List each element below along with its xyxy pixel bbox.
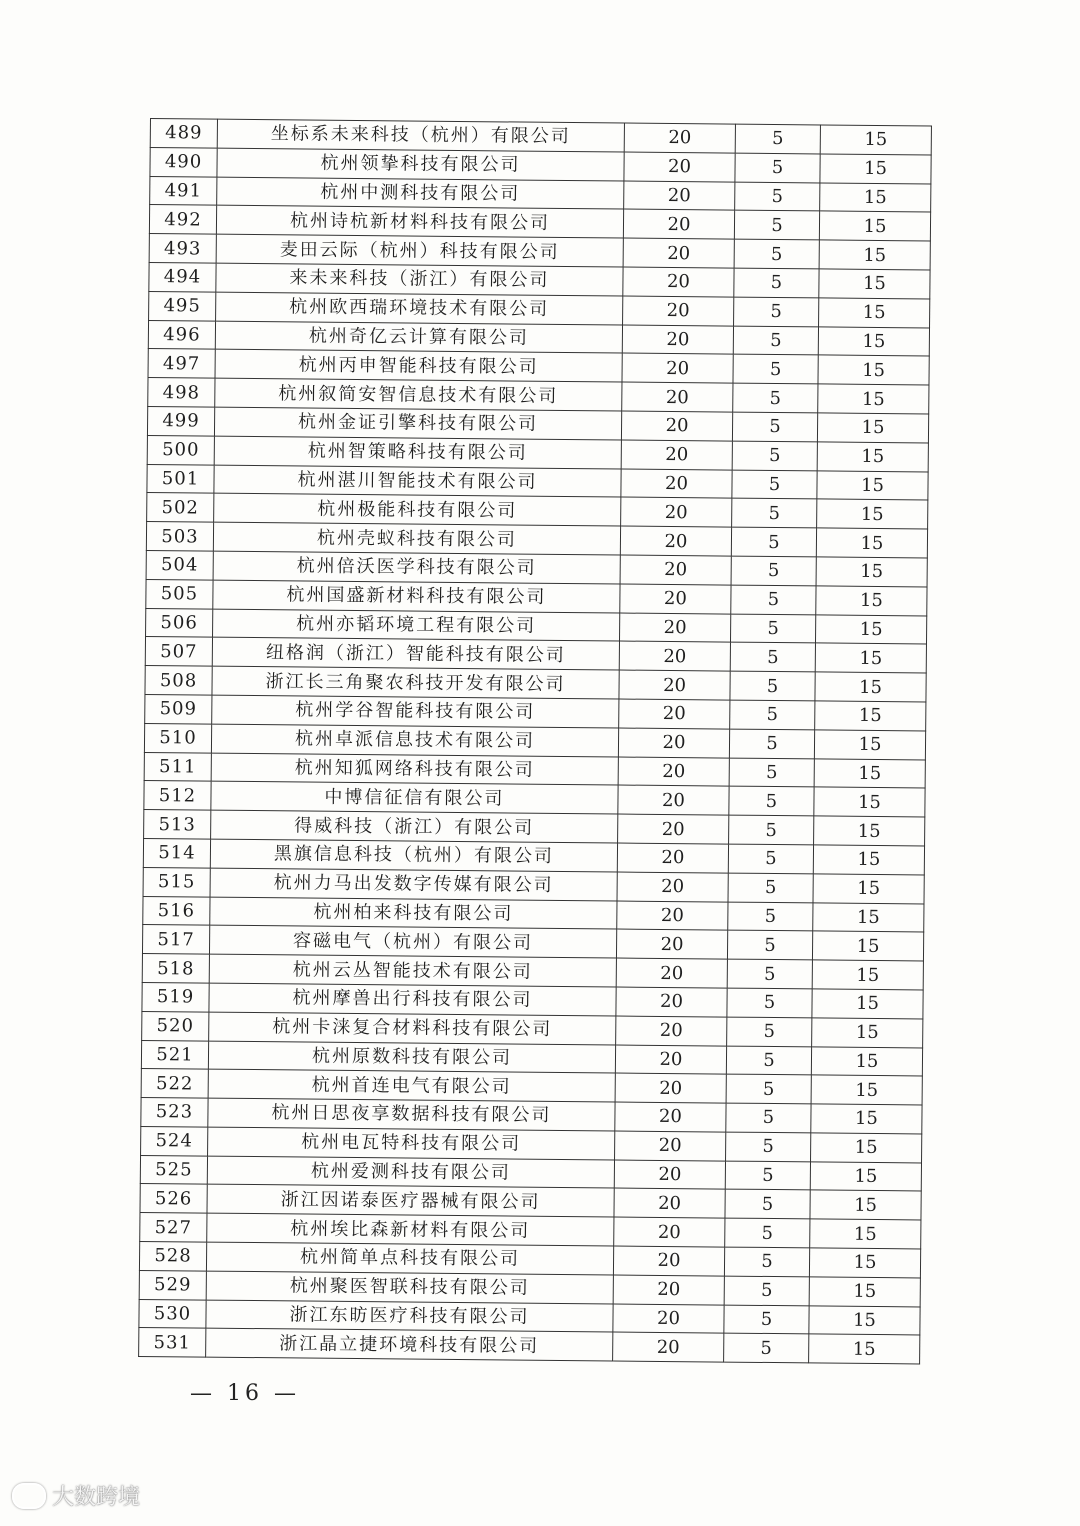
value-a-cell: 20: [614, 1217, 725, 1247]
row-number-cell: 510: [144, 723, 211, 752]
value-c-cell: 15: [819, 211, 930, 241]
value-a-cell: 20: [615, 1045, 726, 1075]
row-number-cell: 491: [150, 176, 217, 205]
value-c-cell: 15: [815, 672, 926, 702]
value-b-cell: 5: [731, 556, 816, 586]
value-a-cell: 20: [613, 1332, 724, 1362]
value-a-cell: 20: [620, 555, 731, 585]
value-a-cell: 20: [621, 497, 732, 527]
company-name-cell: 杭州知狐网络科技有限公司: [211, 753, 618, 786]
value-c-cell: 15: [816, 528, 927, 558]
row-number-cell: 497: [148, 349, 215, 378]
company-name-cell: 杭州卡涞复合材料科技有限公司: [209, 1012, 616, 1045]
row-number-cell: 526: [140, 1184, 207, 1213]
value-c-cell: 15: [815, 614, 926, 644]
company-name-cell: 浙江晶立捷环境科技有限公司: [206, 1329, 613, 1362]
value-b-cell: 5: [733, 326, 818, 356]
value-c-cell: 15: [814, 730, 925, 760]
value-b-cell: 5: [727, 959, 812, 989]
value-a-cell: 20: [620, 526, 731, 556]
company-name-cell: 杭州智策略科技有限公司: [214, 436, 621, 469]
value-c-cell: 15: [811, 1046, 922, 1076]
row-number-cell: 530: [139, 1299, 206, 1328]
company-name-cell: 杭州亦韬环境工程有限公司: [213, 609, 620, 642]
value-b-cell: 5: [733, 383, 818, 413]
company-name-cell: 杭州首连电气有限公司: [208, 1069, 615, 1102]
row-number-cell: 518: [142, 954, 209, 983]
row-number-cell: 495: [149, 291, 216, 320]
row-number-cell: 507: [145, 637, 212, 666]
value-a-cell: 20: [623, 238, 734, 268]
row-number-cell: 504: [146, 550, 213, 579]
value-a-cell: 20: [624, 123, 735, 153]
company-name-cell: 浙江东昉医疗科技有限公司: [206, 1300, 613, 1333]
value-b-cell: 5: [735, 153, 820, 183]
value-b-cell: 5: [726, 1103, 811, 1133]
company-name-cell: 杭州日思夜享数据科技有限公司: [208, 1098, 615, 1131]
watermark: [12, 1480, 140, 1511]
value-a-cell: 20: [623, 296, 734, 326]
value-b-cell: 5: [726, 1046, 811, 1076]
row-number-cell: 531: [139, 1328, 206, 1357]
value-a-cell: 20: [613, 1304, 724, 1334]
row-number-cell: 524: [141, 1126, 208, 1155]
value-b-cell: 5: [732, 412, 817, 442]
value-a-cell: 20: [614, 1160, 725, 1190]
value-c-cell: 15: [814, 758, 925, 788]
row-number-cell: 516: [143, 896, 210, 925]
value-a-cell: 20: [616, 958, 727, 988]
value-b-cell: 5: [724, 1276, 809, 1306]
value-c-cell: 15: [817, 470, 928, 500]
value-c-cell: 15: [816, 557, 927, 587]
value-c-cell: 15: [817, 442, 928, 472]
value-c-cell: 15: [819, 240, 930, 270]
value-a-cell: 20: [615, 1131, 726, 1161]
company-name-cell: 杭州学谷智能科技有限公司: [212, 695, 619, 728]
value-b-cell: 5: [735, 182, 820, 212]
row-number-cell: 522: [141, 1069, 208, 1098]
value-b-cell: 5: [734, 239, 819, 269]
row-number-cell: 513: [144, 810, 211, 839]
value-c-cell: 15: [814, 787, 925, 817]
value-b-cell: 5: [730, 614, 815, 644]
value-b-cell: 5: [725, 1161, 810, 1191]
company-name-cell: 杭州聚医智联科技有限公司: [206, 1271, 613, 1304]
value-c-cell: 15: [818, 327, 929, 357]
company-name-cell: 浙江因诺泰医疗器械有限公司: [207, 1185, 614, 1218]
value-a-cell: 20: [616, 1016, 727, 1046]
row-number-cell: 520: [142, 1011, 209, 1040]
value-a-cell: 20: [621, 411, 732, 441]
company-name-cell: 杭州云丛智能技术有限公司: [209, 954, 616, 987]
row-number-cell: 509: [145, 694, 212, 723]
value-b-cell: 5: [732, 470, 817, 500]
row-number-cell: 496: [148, 320, 215, 349]
value-b-cell: 5: [729, 786, 814, 816]
row-number-cell: 490: [150, 147, 217, 176]
table-row: [139, 1328, 920, 1364]
company-table-body: [139, 119, 932, 1365]
value-b-cell: 5: [727, 1017, 812, 1047]
value-b-cell: 5: [729, 729, 814, 759]
company-name-cell: 杭州简单点科技有限公司: [206, 1242, 613, 1275]
value-a-cell: 20: [617, 843, 728, 873]
value-c-cell: 15: [815, 643, 926, 673]
row-number-cell: 519: [142, 982, 209, 1011]
value-c-cell: 15: [815, 701, 926, 731]
value-b-cell: 5: [729, 815, 814, 845]
value-c-cell: 15: [811, 1104, 922, 1134]
value-b-cell: 5: [729, 758, 814, 788]
value-c-cell: 15: [820, 125, 931, 155]
value-a-cell: 20: [617, 901, 728, 931]
value-c-cell: 15: [812, 931, 923, 961]
row-number-cell: 528: [139, 1242, 206, 1271]
value-c-cell: 15: [813, 902, 924, 932]
value-c-cell: 15: [817, 499, 928, 529]
value-b-cell: 5: [726, 1132, 811, 1162]
value-b-cell: 5: [728, 902, 813, 932]
value-c-cell: 15: [809, 1306, 920, 1336]
value-c-cell: 15: [811, 1133, 922, 1163]
value-b-cell: 5: [728, 873, 813, 903]
value-a-cell: 20: [621, 469, 732, 499]
row-number-cell: 505: [146, 579, 213, 608]
value-c-cell: 15: [812, 989, 923, 1019]
value-c-cell: 15: [820, 183, 931, 213]
value-a-cell: 20: [624, 152, 735, 182]
company-name-cell: 杭州柏来科技有限公司: [210, 897, 617, 930]
row-number-cell: 508: [145, 666, 212, 695]
company-name-cell: 容磁电气（杭州）有限公司: [209, 925, 616, 958]
company-name-cell: 杭州叙简安智信息技术有限公司: [215, 378, 622, 411]
value-b-cell: 5: [730, 700, 815, 730]
value-b-cell: 5: [727, 988, 812, 1018]
value-a-cell: 20: [616, 929, 727, 959]
company-name-cell: 杭州壳蚁科技有限公司: [213, 522, 620, 555]
value-a-cell: 20: [619, 699, 730, 729]
value-b-cell: 5: [726, 1074, 811, 1104]
company-name-cell: 浙江长三角聚农科技开发有限公司: [212, 666, 619, 699]
value-b-cell: 5: [731, 585, 816, 615]
row-number-cell: 506: [146, 608, 213, 637]
company-name-cell: 纽格润（浙江）智能科技有限公司: [212, 637, 619, 670]
value-c-cell: 15: [813, 845, 924, 875]
row-number-cell: 494: [149, 262, 216, 291]
watermark-text: 大数跨境: [52, 1485, 141, 1510]
value-c-cell: 15: [819, 269, 930, 299]
value-c-cell: 15: [814, 816, 925, 846]
value-c-cell: 15: [818, 384, 929, 414]
company-name-cell: 杭州奇亿云计算有限公司: [215, 321, 622, 354]
row-number-cell: 517: [142, 925, 209, 954]
value-c-cell: 15: [810, 1190, 921, 1220]
row-number-cell: 489: [150, 119, 217, 148]
row-number-cell: 527: [140, 1213, 207, 1242]
value-a-cell: 20: [615, 1102, 726, 1132]
value-b-cell: 5: [732, 441, 817, 471]
value-c-cell: 15: [809, 1248, 920, 1278]
value-a-cell: 20: [623, 209, 734, 239]
company-name-cell: 杭州埃比森新材料有限公司: [207, 1213, 614, 1246]
value-b-cell: 5: [730, 671, 815, 701]
value-c-cell: 15: [817, 413, 928, 443]
company-name-cell: 杭州丙申智能科技有限公司: [215, 350, 622, 383]
row-number-cell: 500: [147, 435, 214, 464]
value-c-cell: 15: [809, 1334, 920, 1364]
value-b-cell: 5: [733, 354, 818, 384]
row-number-cell: 501: [147, 464, 214, 493]
company-name-cell: 得威科技（浙江）有限公司: [211, 810, 618, 843]
row-number-cell: 512: [144, 781, 211, 810]
company-name-cell: 杭州力马出发数字传媒有限公司: [210, 868, 617, 901]
value-b-cell: 5: [724, 1247, 809, 1277]
value-b-cell: 5: [727, 930, 812, 960]
company-name-cell: 坐标系未来科技（杭州）有限公司: [217, 119, 624, 152]
value-b-cell: 5: [731, 527, 816, 557]
company-table: [138, 118, 932, 1365]
row-number-cell: 521: [141, 1040, 208, 1069]
value-a-cell: 20: [618, 785, 729, 815]
row-number-cell: 529: [139, 1270, 206, 1299]
value-a-cell: 20: [621, 440, 732, 470]
value-c-cell: 15: [810, 1219, 921, 1249]
value-a-cell: 20: [619, 670, 730, 700]
company-name-cell: 杭州金证引擎科技有限公司: [214, 407, 621, 440]
company-name-cell: 杭州领挚科技有限公司: [217, 148, 624, 181]
value-c-cell: 15: [812, 1018, 923, 1048]
value-b-cell: 5: [734, 297, 819, 327]
value-a-cell: 20: [613, 1275, 724, 1305]
value-a-cell: 20: [618, 814, 729, 844]
value-a-cell: 20: [623, 267, 734, 297]
value-a-cell: 20: [624, 181, 735, 211]
value-c-cell: 15: [810, 1162, 921, 1192]
company-name-cell: 来未来科技（浙江）有限公司: [216, 263, 623, 296]
company-name-cell: 杭州卓派信息技术有限公司: [211, 724, 618, 757]
value-a-cell: 20: [617, 872, 728, 902]
value-a-cell: 20: [619, 641, 730, 671]
value-b-cell: 5: [732, 498, 817, 528]
value-c-cell: 15: [818, 355, 929, 385]
row-number-cell: 492: [149, 205, 216, 234]
company-name-cell: 杭州原数科技有限公司: [208, 1041, 615, 1074]
value-a-cell: 20: [616, 987, 727, 1017]
value-b-cell: 5: [725, 1190, 810, 1220]
value-a-cell: 20: [615, 1073, 726, 1103]
company-table-wrapper: [138, 118, 932, 1365]
value-b-cell: 5: [730, 642, 815, 672]
row-number-cell: 502: [147, 493, 214, 522]
value-b-cell: 5: [724, 1334, 809, 1364]
value-c-cell: 15: [812, 960, 923, 990]
row-number-cell: 511: [144, 752, 211, 781]
value-b-cell: 5: [728, 844, 813, 874]
value-c-cell: 15: [813, 874, 924, 904]
value-c-cell: 15: [809, 1277, 920, 1307]
company-name-cell: 杭州极能科技有限公司: [214, 493, 621, 526]
value-b-cell: 5: [725, 1218, 810, 1248]
company-name-cell: 杭州诗杭新材料科技有限公司: [216, 206, 623, 239]
company-name-cell: 麦田云际（杭州）科技有限公司: [216, 234, 623, 267]
value-b-cell: 5: [735, 124, 820, 154]
company-name-cell: 杭州电瓦特科技有限公司: [208, 1127, 615, 1160]
row-number-cell: 503: [146, 522, 213, 551]
value-c-cell: 15: [811, 1075, 922, 1105]
company-name-cell: 黑旗信息科技（杭州）有限公司: [210, 839, 617, 872]
value-a-cell: 20: [618, 728, 729, 758]
company-name-cell: 杭州倍沃医学科技有限公司: [213, 551, 620, 584]
row-number-cell: 523: [141, 1098, 208, 1127]
company-name-cell: 杭州湛川智能技术有限公司: [214, 465, 621, 498]
company-name-cell: 中博信征信有限公司: [211, 781, 618, 814]
company-name-cell: 杭州国盛新材料科技有限公司: [213, 580, 620, 613]
row-number-cell: 515: [143, 867, 210, 896]
company-name-cell: 杭州爱测科技有限公司: [207, 1156, 614, 1189]
row-number-cell: 493: [149, 234, 216, 263]
value-a-cell: 20: [620, 584, 731, 614]
watermark-logo-icon: [12, 1483, 46, 1509]
row-number-cell: 514: [143, 838, 210, 867]
page-number: — 16 —: [190, 1381, 300, 1406]
company-name-cell: 杭州摩兽出行科技有限公司: [209, 983, 616, 1016]
row-number-cell: 499: [147, 406, 214, 435]
value-a-cell: 20: [613, 1246, 724, 1276]
company-name-cell: 杭州欧西瑞环境技术有限公司: [216, 292, 623, 325]
value-c-cell: 15: [816, 586, 927, 616]
value-b-cell: 5: [724, 1305, 809, 1335]
row-number-cell: 498: [148, 378, 215, 407]
value-a-cell: 20: [614, 1188, 725, 1218]
value-a-cell: 20: [619, 613, 730, 643]
value-c-cell: 15: [819, 298, 930, 328]
value-b-cell: 5: [734, 211, 819, 241]
value-c-cell: 15: [820, 154, 931, 184]
row-number-cell: 525: [140, 1155, 207, 1184]
company-name-cell: 杭州中测科技有限公司: [217, 177, 624, 210]
value-a-cell: 20: [618, 757, 729, 787]
value-b-cell: 5: [734, 268, 819, 298]
value-a-cell: 20: [622, 353, 733, 383]
value-a-cell: 20: [622, 382, 733, 412]
value-a-cell: 20: [622, 325, 733, 355]
